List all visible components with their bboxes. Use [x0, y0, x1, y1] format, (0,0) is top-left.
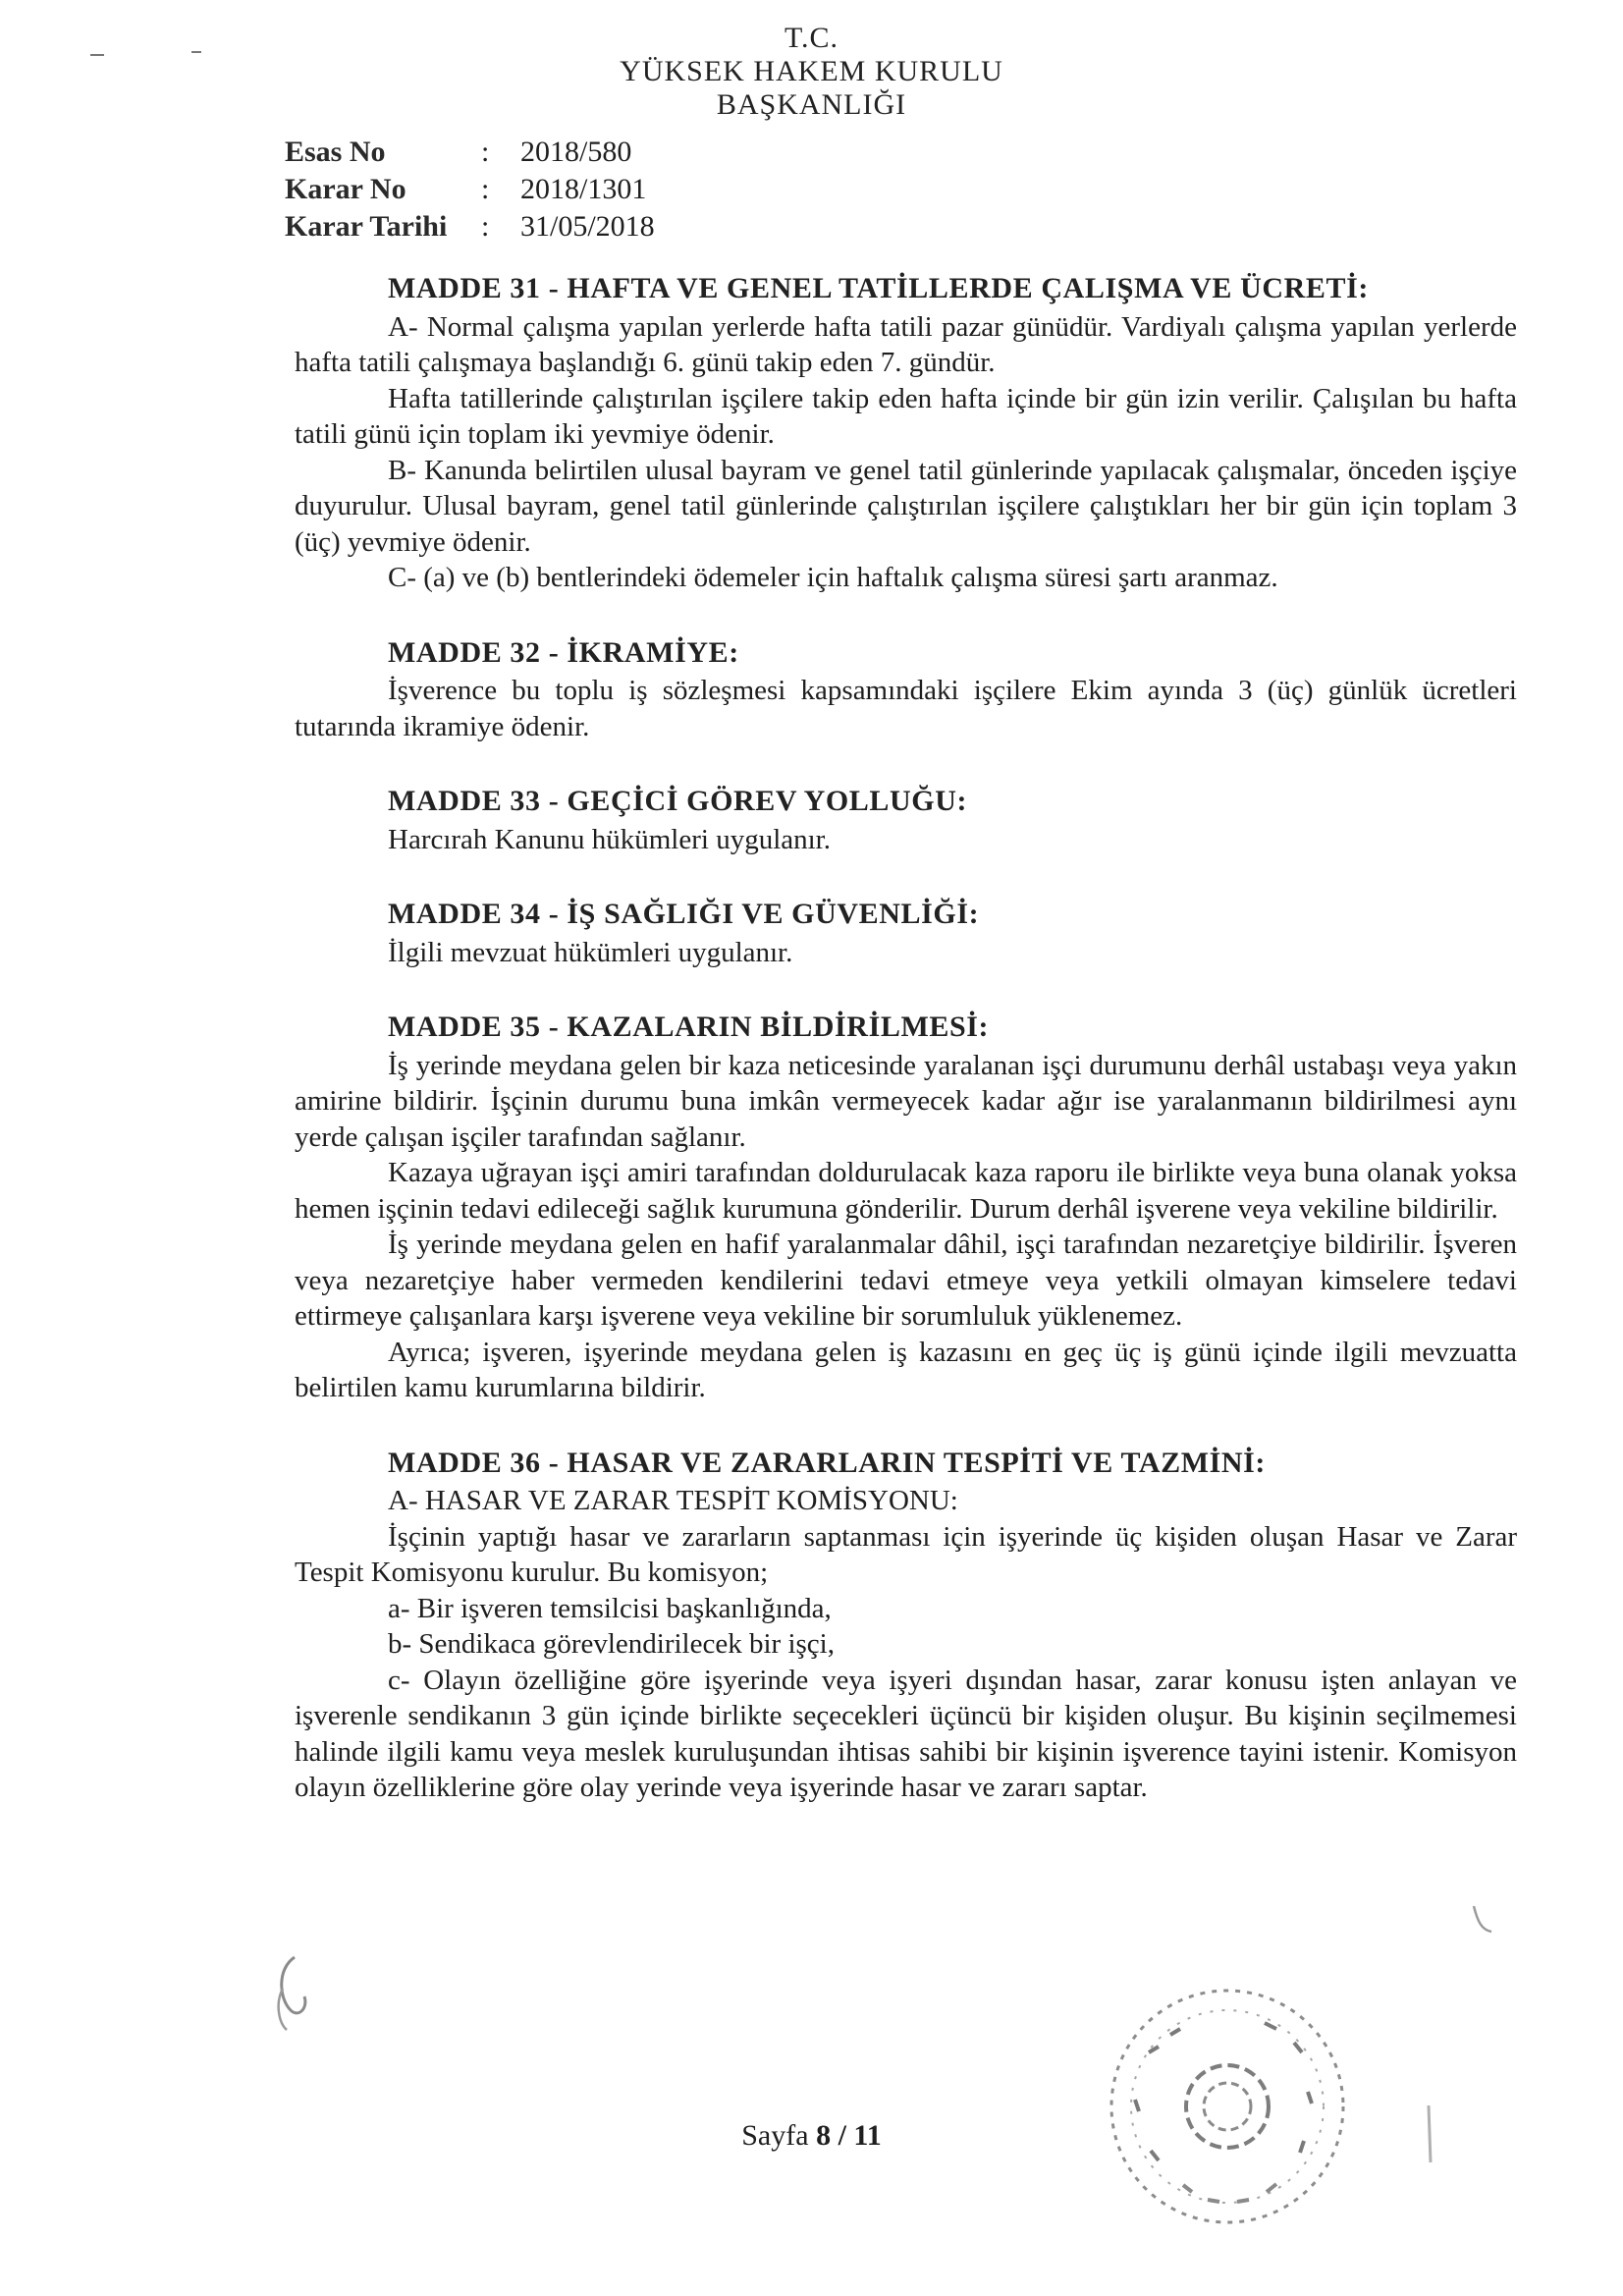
meta-label: Karar Tarihi — [285, 210, 448, 243]
section-heading: MADDE 32 - İKRAMİYE: — [388, 635, 739, 669]
section-madde-33 — [295, 784, 1517, 857]
paragraph: c- Olayın özelliğine göre işyerinde veya işyeri dışından hasar, zarar konusu işten anlayan ve işverenle sendikanın 3 gün içinde birlikte seçecekleri üçüncü bir kişiden oluşur. Bu kişinin seçilmemesi halinde ilgili kamu veya meslek kuruluşundan ihtisas sahibi bir kişinin işverence tayini istenir. Komisyon olayın özelliklerine göre olay yerinde veya işyerinde hasar ve zararı saptar. — [295, 1664, 1517, 1803]
paragraph: B- Kanunda belirtilen ulusal bayram ve genel tatil günlerinde yapılacak çalışmalar, önceden işçiye duyurulur. Ulusal bayram, genel tatil günlerinde çalıştırılan işçilere çalıştıkları her bir gün için toplam 3 (üç) yevmiye ödenir. — [295, 454, 1517, 558]
paragraph: İşçinin yaptığı hasar ve zararların saptanması için işyerinde üç kişiden oluşan Hasar ve Zarar Tespit Komisyonu kurulur. Bu komisyon; — [295, 1520, 1517, 1588]
header-line-2: YÜKSEK HAKEM KURULU — [620, 55, 1003, 87]
paragraph: İlgili mevzuat hükümleri uygulanır. — [388, 936, 793, 968]
section-madde-36 — [295, 1446, 1517, 1806]
paragraph: C- (a) ve (b) bentlerindeki ödemeler için haftalık çalışma süresi şartı aranmaz. — [388, 562, 1278, 593]
section-madde-34 — [295, 897, 1517, 970]
page-footer — [0, 2119, 1623, 2153]
document-header — [0, 22, 1623, 122]
paragraph: b- Sendikaca görevlendirilecek bir işçi, — [388, 1628, 835, 1660]
paragraph: Ayrıca; işveren, işyerinde meydana gelen iş kazasını en geç üç iş günü içinde ilgili mevzuatta belirtilen kamu kurumlarına bildirir. — [295, 1336, 1517, 1403]
paragraph: a- Bir işveren temsilcisi başkanlığında, — [388, 1592, 832, 1624]
section-heading: MADDE 35 - KAZALARIN BİLDİRİLMESİ: — [388, 1011, 990, 1043]
section-madde-31 — [295, 271, 1517, 596]
footer-prefix: Sayfa — [741, 2119, 817, 2152]
paragraph: A- HASAR VE ZARAR TESPİT KOMİSYONU: — [388, 1485, 958, 1516]
page-number: 8 / 11 — [816, 2119, 882, 2152]
meta-label: Karar No — [285, 173, 406, 205]
header-line-3: BAŞKANLIĞI — [716, 88, 907, 121]
meta-row-tarih — [285, 208, 655, 246]
section-heading: MADDE 36 - HASAR VE ZARARLARIN TESPİTİ VE TAZMİNİ: — [388, 1446, 1267, 1479]
meta-value: 2018/580 — [520, 136, 632, 168]
meta-label: Esas No — [285, 136, 386, 168]
paragraph: İş yerinde meydana gelen bir kaza neticesinde yaralanan işçi durumunu derhâl ustabaşı veya yakın amirine bildirir. İşçinin durumu buna imkân vermeyecek kadar ağır ise yaralanmanın bildirilmesi aynı yerde çalışan işçiler tarafından sağlanır. — [295, 1049, 1517, 1153]
section-heading: MADDE 33 - GEÇİCİ GÖREV YOLLUĞU: — [388, 785, 968, 817]
paragraph: A- Normal çalışma yapılan yerlerde hafta tatili pazar günüdür. Vardiyalı çalışma yapılan yerlerde hafta tatili çalışmaya başlandığı 6. günü takip eden 7. gündür. — [295, 310, 1517, 378]
paragraph: İş yerinde meydana gelen en hafif yaralanmalar dâhil, işçi tarafından nezaretçiye bildirilir. İşveren veya nezaretçiye haber vermeden kendilerini tedavi etmeye veya yetkili olmayan kimselere tedavi ettirmeye çalışanlara karşı işverene veya vekiline bir sorumluluk yüklenemez. — [295, 1229, 1517, 1332]
header-line-1: T.C. — [784, 22, 839, 54]
meta-colon: : — [481, 173, 490, 205]
meta-colon: : — [481, 136, 490, 168]
official-seal-stamp — [1090, 1964, 1365, 2249]
section-heading: MADDE 34 - İŞ SAĞLIĞI VE GÜVENLİĞİ: — [388, 898, 980, 930]
meta-row-karar — [285, 171, 655, 208]
meta-colon: : — [481, 210, 490, 243]
paragraph: Hafta tatillerinde çalıştırılan işçilere takip eden hafta içinde bir gün izin verilir. Çalışılan bu hafta tatili günü için toplam iki yevmiye ödenir. — [295, 382, 1517, 450]
document-body — [295, 271, 1517, 1806]
meta-row-esas — [285, 134, 655, 171]
handwritten-mark — [265, 1949, 324, 2038]
meta-value: 31/05/2018 — [520, 210, 655, 243]
case-meta — [285, 134, 655, 246]
meta-value: 2018/1301 — [520, 173, 647, 205]
paragraph: İşverence bu toplu iş sözleşmesi kapsamındaki işçilere Ekim ayında 3 (üç) günlük ücretleri tutarında ikramiye ödenir. — [295, 675, 1517, 742]
paragraph: Harcırah Kanunu hükümleri uygulanır. — [388, 823, 831, 855]
paragraph: Kazaya uğrayan işçi amiri tarafından doldurulacak kaza raporu ile birlikte veya buna olanak yoksa hemen işçinin tedavi edileceği sağlık kurumuna gönderilir. Durum derhâl işverene veya vekiline bildirilir. — [295, 1157, 1517, 1225]
section-madde-32 — [295, 635, 1517, 745]
handwritten-mark — [1468, 1900, 1497, 1940]
section-madde-35 — [295, 1010, 1517, 1406]
section-heading: MADDE 31 - HAFTA VE GENEL TATİLLERDE ÇALIŞMA VE ÜCRETİ: — [388, 272, 1370, 304]
